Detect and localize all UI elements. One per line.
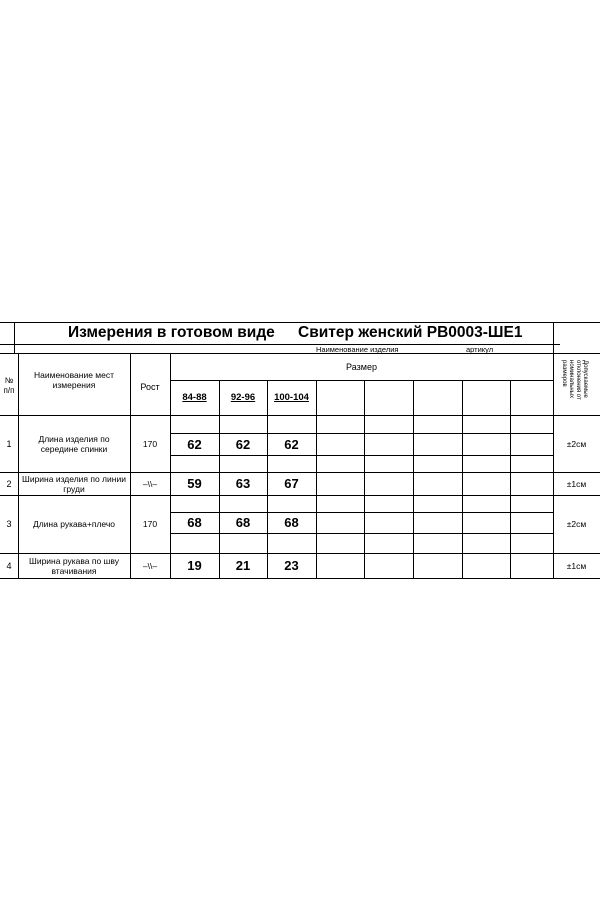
row-3-height: 170 <box>142 519 158 529</box>
row-3-tolerance: ±2см <box>566 519 587 529</box>
row-3-value-3: 68 <box>284 515 299 530</box>
row-2-height: –\\– <box>142 478 158 489</box>
row-2-name: Ширина изделия по линии груди <box>22 473 126 494</box>
size-84-88: 84-88 <box>182 392 207 403</box>
row-1-value-3: 62 <box>284 436 299 452</box>
row-2-value-2: 63 <box>235 476 251 491</box>
row-3-value-1: 68 <box>187 515 202 530</box>
row-1-value-1: 62 <box>187 436 202 452</box>
row-1-value-2: 62 <box>235 436 251 452</box>
header-name: Наименование мест измерения <box>34 370 114 390</box>
row-4-no: 4 <box>6 560 12 571</box>
row-4-value-1: 19 <box>187 558 202 573</box>
row-2-tolerance: ±1см <box>566 478 587 489</box>
row-2-value-3: 67 <box>284 476 299 491</box>
header-tolerance: Допускаемые отклонения от номинальных размеров <box>561 360 588 400</box>
row-1-no: 1 <box>6 438 12 449</box>
row-2-value-1: 59 <box>187 476 202 491</box>
row-4-tolerance: ±1см <box>566 560 587 571</box>
row-4-value-2: 21 <box>235 558 251 573</box>
row-2-no: 2 <box>6 478 12 489</box>
row-4-value-3: 23 <box>284 558 299 573</box>
row-4-name: Ширина рукава по шву втачивания <box>29 555 119 576</box>
size-100-104: 100-104 <box>274 392 309 403</box>
row-3-name: Длина рукава+плечо <box>32 519 116 529</box>
article-label: артикул <box>466 345 494 354</box>
size-92-96: 92-96 <box>230 392 256 403</box>
row-3-no: 3 <box>6 519 12 529</box>
row-1-name: Длина изделия по середине спинки <box>38 433 110 454</box>
row-1-height: 170 <box>142 438 158 449</box>
product-name-label: Наименование изделия <box>316 345 399 354</box>
row-4-height: –\\– <box>142 560 158 571</box>
header-height: Рост <box>140 382 160 392</box>
header-no: № п/п <box>3 376 15 395</box>
sheet-title: Измерения в готовом виде <box>68 324 275 341</box>
row-1-tolerance: ±2см <box>566 438 587 449</box>
row-3-value-2: 68 <box>235 515 251 530</box>
header-size: Размер <box>346 361 377 372</box>
measurement-sheet <box>0 322 600 582</box>
product-title: Свитер женский РВ0003-ШЕ1 <box>298 324 523 341</box>
